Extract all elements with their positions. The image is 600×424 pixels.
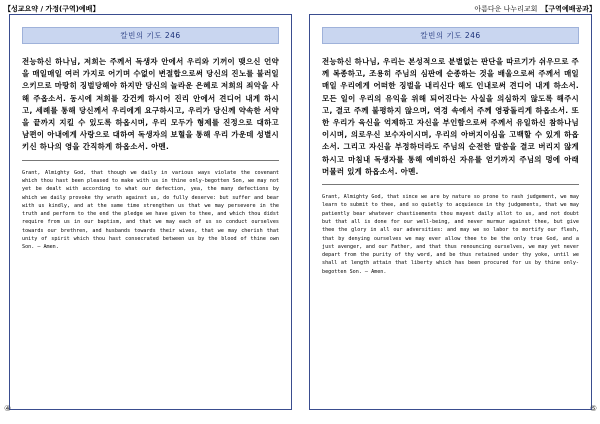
korean-prayer-text: 전능하신 하나님, 우리는 본성적으로 분별없는 판단을 따르기가 쉬우므로 주께 복종하고, 조용히 주님의 심판에 순종하는 것을 배울으로써 주께서 매일매일 우리에게 어떠한 징벌을 내리신다 해도 인내로써 견디어 내게 하소서. 모든 일이 우리의 유익을 위해 되어진다는 사실을 의심하지 않도록 해주시고, 결코 주께 불평하지 않으며, 역경 속에서 주께 영광돌리게 하옵소서. 또한 우리가 육신을 억제하고 자신을 부인함으로써 주께서 유일하신 참하나님이시며, 의로우신 보수자이시며, 우리의 아버지이심을 고백할 수 있게 하옵소서. 그리고 자신을 부정하더라도 주님의 순전한 말씀을 결코 버리지 않게 하시고 마침내 독생자를 통해 예비하신 자유를 얻기까지 주님의 멍에 아래 머물러 있게 하옵소서. 아멘. [322, 57, 579, 176]
page-number: ④ [4, 404, 12, 413]
header-right-tag: 【구역예배공과】 [541, 5, 596, 13]
church-name: 아름다운 나누리교회 [474, 5, 538, 13]
prayer-title: 칼빈의 기도 246 [22, 27, 279, 44]
page-number: ⑤ [589, 404, 597, 413]
korean-prayer-text: 전능하신 하나님, 저희는 주께서 독생자 안에서 우리와 기꺼이 맺으신 언약을 매일매일 여러 가지로 어기며 수없이 변절합으로써 당신의 진노를 불러일으키므로 마땅히 징벌당해야 하지만 당신의 놀라운 은혜로 저희의 죄악을 사해 주옵소서. 동시에 저희를 강건케 하시어 진리 안에서 견디어 내게 하시고, 세례를 통해 당신께서 우리에게 요구하시고, 우리가 당신께 약속한 서약을 끝까지 지킬 수 있도록 하옵시며, 우리 모두가 형제를 진정으로 대하고 남편이 아내에게 사랑으로 대하여 독생자의 보혈을 통해 우리 가운데 성별시키신 하나의 영을 간직하게 하옵소서. 아멘. [22, 57, 279, 152]
divider [22, 160, 279, 161]
header-right [474, 4, 596, 14]
divider [322, 184, 579, 185]
right-page [309, 14, 597, 413]
english-prayer-text: Grant, Almighty God, that since we are by nature so prone to rash judgement, we may learn to submit to thee, and so quietly to acquiesce in thy judgements, that we may patiently bear whatever chastisements thou mayest daily allot to us, and not doubt but that all is done for our well-being, and never murmur against thee, but give thee the glory in all our adversities: and may we so labor to mortify our flesh, that by denying ourselves we may ever allow thee to be the only true God, and a just avenger, and our Father, and that thus renouncing ourselves, we may yet never depart from the purity of thy word, and be thus retained under thy yoke, until we shall at length attain that liberty which has been procured for us by thine only-begotten Son. — Amen. [322, 194, 579, 275]
prayer-title: 칼빈의 기도 246 [322, 27, 579, 44]
left-page [4, 14, 292, 413]
english-prayer-text: Grant, Almighty God, that though we daily in various ways violate the covenant which thou hast been pleased to make with us in thine only-begotten Son, we may not yet be dealt with according to what our defection, yea, the many defections by which we daily provoke thy wrath against us, do fully deserve: but suffer and bear with us kindly, and at the same time strengthen us that we may persevere in the truth and perform to the end the pledge we have given to thee, and which thou didst require from us in our baptism, and that we may each of us so conduct ourselves towards our brethren, and husbands towards their wives, that we may cherish that unity of spirit which thou hast consecrated between us by the blood of thine own Son. — Amen. [22, 169, 279, 251]
header-left-label: 【성교요약 / 가정(구역)예배】 [4, 5, 100, 13]
